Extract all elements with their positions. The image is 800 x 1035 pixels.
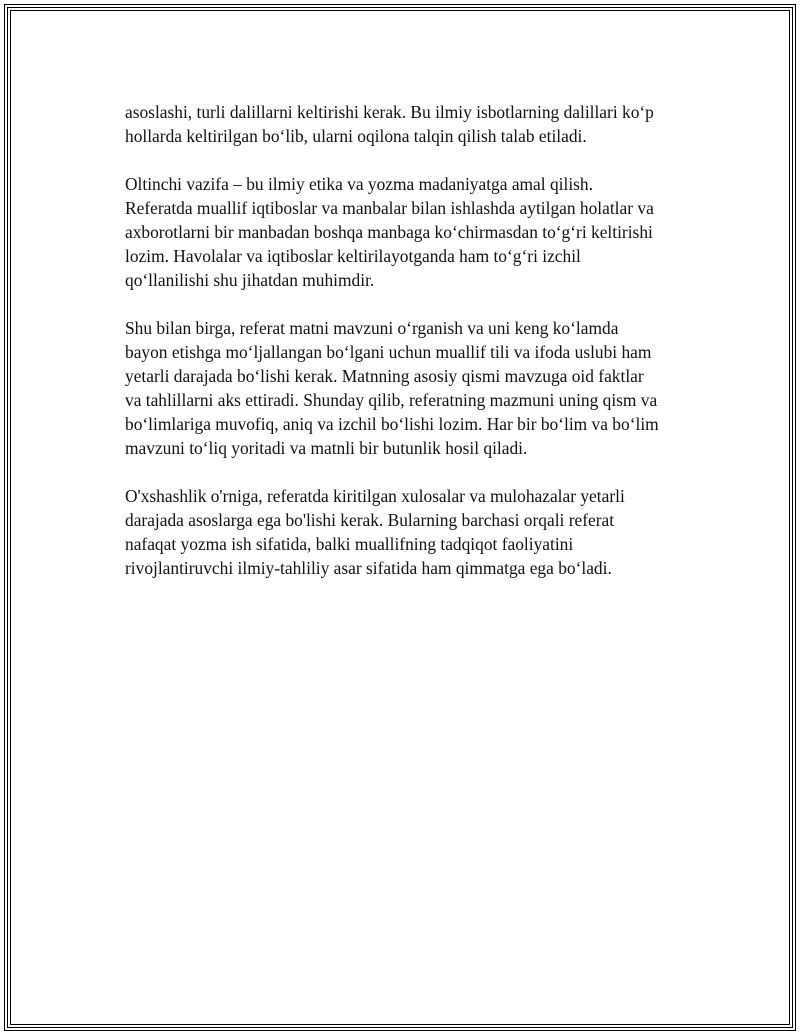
paragraph-3: Shu bilan birga, referat matni mavzuni o‘rganish va uni keng ko‘lamda bayon etishga mo‘ljallangan bo‘lgani uchun muallif tili va ifoda uslubi ham yetarli darajada bo‘lishi kerak. Matnning asosiy qismi mavzuga oid faktlar va tahlillarni aks ettiradi. Shunday qilib, referatning mazmuni uning qism va bo‘limlariga muvofiq, aniq va izchil bo‘lishi lozim. Har bir bo‘lim va bo‘lim mavzuni to‘liq yoritadi va matnli bir butunlik hosil qiladi. (125, 318, 659, 458)
document-body (125, 100, 705, 604)
paragraph-4: O'xshashlik o'rniga, referatda kiritilgan xulosalar va mulohazalar yetarli darajada asoslarga ega bo'lishi kerak. Bularning barchasi orqali referat nafaqat yozma ish sifatida, balki muallifning tadqiqot faoliyatini rivojlantiruvchi ilmiy-tahliliy asar sifatida ham qimmatga ega bo‘ladi. (125, 486, 625, 578)
paragraph-2: Oltinchi vazifa – bu ilmiy etika va yozma madaniyatga amal qilish. Referatda muallif iqtiboslar va manbalar bilan ishlashda aytilgan holatlar va axborotlarni bir manbadan boshqa manbaga ko‘chirmasdan to‘g‘ri keltirishi lozim. Havolalar va iqtiboslar keltirilayotganda ham to‘g‘ri izchil qo‘llanilishi shu jihatdan muhimdir. (125, 174, 654, 290)
paragraph-1: asoslashi, turli dalillarni keltirishi kerak. Bu ilmiy isbotlarning dalillari ko‘p hollarda keltirilgan bo‘lib, ularni oqilona talqin qilish talab etiladi. (125, 102, 654, 146)
page-border (4, 4, 796, 1031)
